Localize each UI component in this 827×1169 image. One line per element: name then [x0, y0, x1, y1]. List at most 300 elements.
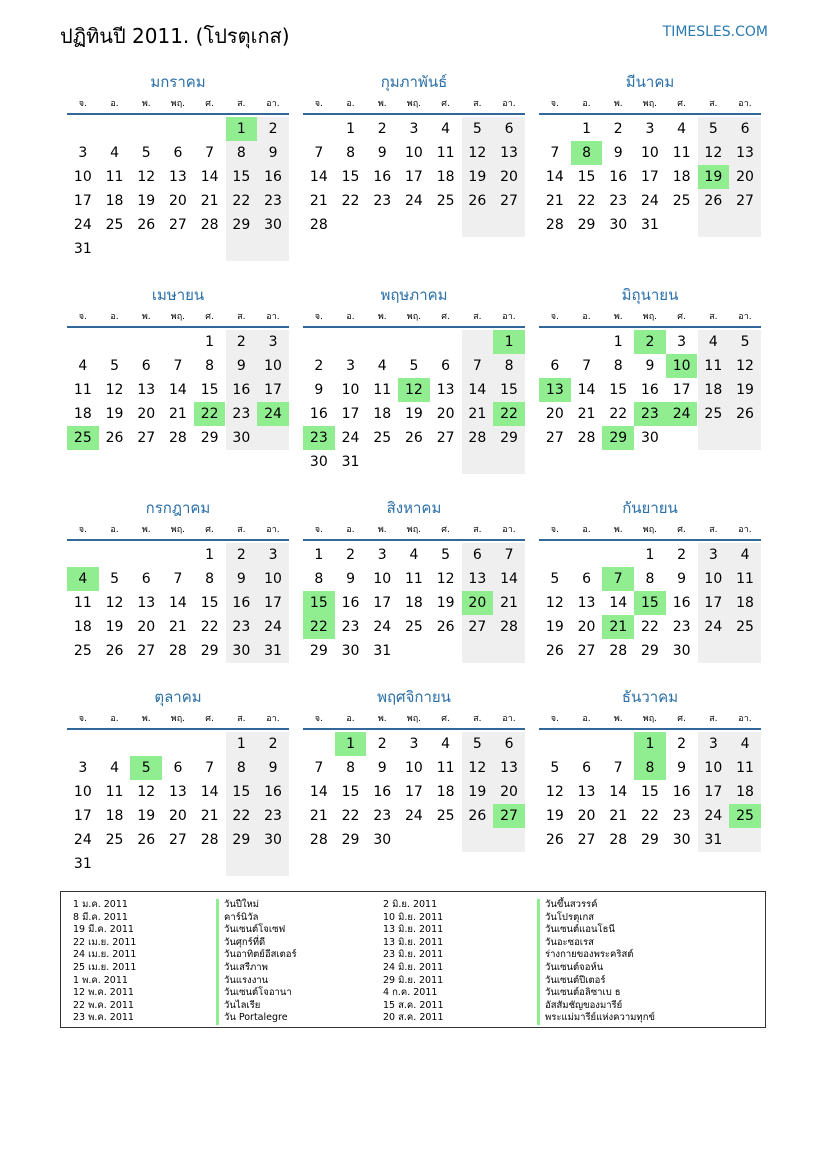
weekday-label: ส. — [473, 714, 482, 724]
day-cell: 18 — [736, 595, 754, 611]
day-cell: 12 — [105, 595, 124, 611]
holiday-day-cell: 8 — [571, 141, 603, 165]
day-cell: 1 — [205, 547, 215, 563]
weekday-label: อา. — [266, 525, 280, 535]
weekday-label: ศ. — [441, 525, 450, 535]
day-cell: 16 — [672, 595, 691, 611]
day-cell: 4 — [740, 547, 750, 563]
day-cell: 7 — [205, 760, 215, 776]
day-cell: 11 — [436, 760, 455, 776]
day-cell: 3 — [409, 736, 419, 752]
weekday-label: พฤ. — [406, 714, 422, 724]
day-cell: 27 — [736, 193, 754, 209]
day-cell: 19 — [436, 595, 455, 611]
day-cell: 11 — [672, 145, 691, 161]
day-cell: 1 — [582, 121, 591, 137]
weekday-label: พ. — [613, 714, 623, 724]
month-name: พฤศจิกายน — [377, 688, 451, 706]
day-cell: 27 — [137, 430, 156, 446]
day-cell: 8 — [236, 760, 246, 776]
day-cell: 3 — [377, 547, 387, 563]
day-cell: 30 — [341, 643, 360, 659]
day-cell: 6 — [504, 736, 514, 752]
holiday-date: 22 เม.ย. 2011 — [73, 936, 137, 948]
month-block — [303, 686, 525, 874]
day-cell: 16 — [672, 784, 691, 800]
day-cell: 2 — [677, 736, 687, 752]
day-cell: 23 — [341, 619, 360, 635]
day-cell: 7 — [314, 145, 324, 161]
day-cell: 9 — [677, 760, 687, 776]
day-cell: 20 — [500, 169, 518, 185]
day-cell: 8 — [613, 358, 623, 374]
weekday-header — [539, 93, 761, 115]
weekend-shade — [462, 450, 494, 474]
day-cell: 25 — [405, 619, 423, 635]
day-cell: 24 — [341, 430, 360, 446]
holiday-date: 25 เม.ย. 2011 — [73, 961, 137, 973]
holiday-name: วันเซนต์จอห์น — [537, 962, 655, 975]
day-cell: 24 — [405, 193, 423, 209]
holiday-name: วันแรงงาน — [216, 975, 297, 988]
day-cell: 10 — [341, 382, 360, 398]
weekday-label: พ. — [141, 99, 151, 109]
day-cell: 21 — [609, 808, 628, 824]
day-cell: 4 — [441, 121, 451, 137]
day-cell: 30 — [309, 454, 328, 470]
day-cell: 15 — [200, 595, 219, 611]
weekday-label: พ. — [613, 525, 623, 535]
day-cell: 2 — [677, 547, 687, 563]
weekday-label: ส. — [473, 312, 482, 322]
day-cell: 17 — [341, 406, 360, 422]
day-cell: 12 — [545, 595, 564, 611]
weekday-label: จ. — [78, 99, 87, 109]
holiday-name: วันอะซอเรส — [537, 937, 655, 950]
holiday-names-col-1 — [216, 899, 297, 1025]
day-cell: 13 — [137, 595, 156, 611]
weekday-label: จ. — [550, 312, 559, 322]
day-cell: 13 — [169, 169, 187, 185]
holiday-day-cell: 20 — [462, 591, 494, 615]
day-cell: 23 — [264, 808, 282, 824]
weekday-header — [303, 519, 525, 541]
month-block — [303, 284, 525, 472]
day-cell: 21 — [200, 808, 219, 824]
weekday-header — [67, 708, 289, 730]
day-cell: 21 — [468, 406, 487, 422]
day-cell: 25 — [105, 217, 124, 233]
day-cell: 17 — [704, 784, 723, 800]
day-cell: 16 — [373, 169, 392, 185]
day-cell: 19 — [405, 406, 423, 422]
holiday-name: วันเซนต์แอนโธนี — [537, 924, 655, 937]
day-cell: 2 — [236, 334, 246, 350]
day-cell: 6 — [550, 358, 560, 374]
day-cell: 14 — [200, 169, 219, 185]
day-cell: 6 — [740, 121, 750, 137]
day-cell: 6 — [472, 547, 482, 563]
weekday-label: ศ. — [205, 312, 214, 322]
day-cell: 5 — [409, 358, 419, 374]
weekday-label: พ. — [377, 525, 387, 535]
day-cell: 31 — [341, 454, 360, 470]
month-block — [539, 284, 761, 472]
weekday-label: อา. — [738, 714, 752, 724]
day-cell: 19 — [105, 619, 124, 635]
weekday-label: พ. — [613, 312, 623, 322]
day-cell: 14 — [468, 382, 487, 398]
holiday-date: 23 มิ.ย. 2011 — [383, 949, 444, 961]
day-cell: 30 — [264, 217, 282, 233]
weekday-label: พ. — [141, 525, 151, 535]
weekend-shade — [729, 426, 761, 450]
day-cell: 25 — [436, 193, 455, 209]
day-cell: 2 — [377, 121, 387, 137]
day-cell: 24 — [641, 193, 659, 209]
holiday-date: 12 พ.ค. 2011 — [73, 987, 134, 999]
day-cell: 12 — [736, 358, 754, 374]
day-cell: 20 — [736, 169, 754, 185]
day-cell: 11 — [73, 382, 92, 398]
weekday-label: ส. — [237, 525, 246, 535]
weekday-label: ส. — [237, 312, 246, 322]
holiday-date: 23 พ.ค. 2011 — [73, 1012, 134, 1024]
day-cell: 12 — [468, 760, 487, 776]
day-cell: 14 — [169, 595, 187, 611]
holiday-day-cell: 27 — [493, 804, 525, 828]
day-cell: 4 — [110, 760, 119, 776]
month-block — [67, 497, 289, 685]
holiday-name: อัสสัมชัญของมารีย์ — [537, 1000, 655, 1013]
day-cell: 16 — [341, 595, 360, 611]
weekday-label: ศ. — [677, 99, 686, 109]
month-name: สิงหาคม — [386, 499, 442, 517]
day-cell: 6 — [141, 571, 151, 587]
day-cell: 8 — [314, 571, 324, 587]
holiday-name: พระแม่มารีย์แห่งความทุกข์ — [537, 1012, 655, 1025]
day-cell: 15 — [341, 169, 360, 185]
holiday-day-cell: 1 — [493, 330, 525, 354]
day-cell: 6 — [504, 121, 514, 137]
day-cell: 5 — [472, 121, 482, 137]
day-cell: 23 — [373, 193, 392, 209]
day-cell: 16 — [264, 169, 282, 185]
day-cell: 8 — [346, 145, 355, 161]
day-cell: 23 — [672, 619, 691, 635]
day-cell: 16 — [641, 382, 659, 398]
day-cell: 17 — [405, 169, 423, 185]
day-cell: 21 — [169, 619, 187, 635]
day-cell: 23 — [672, 808, 691, 824]
day-cell: 2 — [314, 358, 324, 374]
day-cell: 2 — [377, 736, 387, 752]
day-cell: 9 — [346, 571, 355, 587]
weekday-label: อา. — [502, 525, 516, 535]
day-cell: 5 — [708, 121, 718, 137]
holiday-name: ร่างกายของพระคริสต์ — [537, 949, 655, 962]
weekday-label: พฤ. — [170, 312, 186, 322]
weekday-label: จ. — [314, 99, 323, 109]
holiday-name: วันเซนต์โจอานา — [216, 987, 297, 1000]
holiday-date: 15 ส.ค. 2011 — [383, 999, 444, 1011]
day-cell: 9 — [613, 145, 623, 161]
day-cell: 18 — [73, 619, 92, 635]
holiday-day-cell: 12 — [398, 378, 430, 402]
day-cell: 19 — [137, 808, 156, 824]
holiday-date: 22 พ.ค. 2011 — [73, 999, 134, 1011]
day-cell: 8 — [504, 358, 514, 374]
day-cell: 23 — [373, 808, 392, 824]
weekday-header — [539, 708, 761, 730]
weekday-label: ศ. — [677, 714, 686, 724]
day-cell: 20 — [137, 619, 156, 635]
weekday-label: อา. — [266, 312, 280, 322]
day-cell: 25 — [73, 643, 92, 659]
day-cell: 24 — [704, 619, 723, 635]
weekday-label: พฤ. — [642, 525, 658, 535]
day-cell: 21 — [200, 193, 219, 209]
day-cell: 20 — [169, 808, 187, 824]
holiday-dates-col-2 — [383, 899, 444, 1025]
weekday-header — [67, 306, 289, 328]
day-cell: 30 — [373, 832, 392, 848]
day-cell: 14 — [609, 784, 628, 800]
holiday-day-cell: 5 — [130, 756, 162, 780]
weekday-label: พฤ. — [170, 525, 186, 535]
day-cell: 12 — [545, 784, 564, 800]
month-block — [303, 71, 525, 259]
day-cell: 8 — [236, 145, 246, 161]
day-cell: 20 — [436, 406, 455, 422]
day-cell: 5 — [472, 736, 482, 752]
holiday-name: วันโปรตุเกส — [537, 912, 655, 925]
day-cell: 17 — [704, 595, 723, 611]
day-cell: 18 — [105, 808, 124, 824]
day-cell: 25 — [105, 832, 124, 848]
day-cell: 24 — [405, 808, 423, 824]
weekend-shade — [493, 828, 525, 852]
day-cell: 10 — [373, 571, 392, 587]
day-grid — [303, 730, 525, 874]
holiday-name: วันไลเรีย — [216, 1000, 297, 1013]
day-cell: 5 — [441, 547, 451, 563]
day-cell: 3 — [78, 145, 88, 161]
holiday-names-col-2 — [537, 899, 655, 1025]
day-cell: 7 — [173, 571, 183, 587]
day-cell: 20 — [500, 784, 518, 800]
day-cell: 5 — [141, 145, 151, 161]
day-cell: 24 — [73, 217, 92, 233]
holiday-dates-col-1 — [73, 899, 136, 1025]
holiday-day-cell: 24 — [257, 402, 289, 426]
holiday-day-cell: 1 — [634, 732, 666, 756]
day-cell: 7 — [173, 358, 183, 374]
holiday-day-cell: 23 — [634, 402, 666, 426]
day-cell: 19 — [468, 169, 487, 185]
day-cell: 7 — [550, 145, 560, 161]
day-cell: 1 — [613, 334, 623, 350]
weekday-label: อา. — [738, 312, 752, 322]
day-cell: 23 — [264, 193, 282, 209]
weekday-label: ส. — [473, 525, 482, 535]
day-cell: 12 — [137, 169, 156, 185]
day-cell: 27 — [169, 832, 187, 848]
day-cell: 11 — [736, 571, 754, 587]
day-cell: 9 — [236, 571, 246, 587]
day-cell: 13 — [436, 382, 455, 398]
day-cell: 26 — [545, 832, 564, 848]
brand-link[interactable]: TIMESLES.COM — [662, 24, 768, 40]
day-cell: 17 — [641, 169, 659, 185]
holiday-date: 1 พ.ค. 2011 — [73, 974, 128, 986]
day-cell: 17 — [672, 382, 691, 398]
day-cell: 25 — [736, 619, 754, 635]
day-cell: 4 — [441, 736, 451, 752]
day-cell: 2 — [236, 547, 246, 563]
day-cell: 13 — [468, 571, 487, 587]
day-cell: 11 — [405, 571, 423, 587]
day-cell: 3 — [708, 736, 718, 752]
day-cell: 31 — [641, 217, 659, 233]
weekend-shade — [257, 852, 289, 876]
weekday-label: จ. — [78, 525, 87, 535]
day-cell: 3 — [677, 334, 687, 350]
day-cell: 20 — [545, 406, 564, 422]
month-block — [67, 686, 289, 874]
month-block — [539, 497, 761, 685]
holiday-name: วันอาทิตย์อีสเตอร์ — [216, 949, 297, 962]
day-cell: 15 — [200, 382, 219, 398]
holiday-day-cell: 1 — [335, 732, 367, 756]
day-cell: 11 — [736, 760, 754, 776]
day-cell: 15 — [232, 784, 251, 800]
weekend-shade — [257, 237, 289, 261]
month-block — [67, 284, 289, 472]
day-cell: 6 — [141, 358, 151, 374]
day-cell: 28 — [169, 430, 187, 446]
day-cell: 19 — [105, 406, 124, 422]
day-cell: 6 — [173, 145, 183, 161]
holiday-date: 10 มิ.ย. 2011 — [383, 911, 444, 923]
weekday-label: พ. — [613, 99, 623, 109]
weekend-shade — [493, 639, 525, 663]
month-name: ตุลาคม — [154, 688, 202, 706]
day-cell: 25 — [373, 430, 392, 446]
day-cell: 5 — [550, 571, 560, 587]
day-cell: 26 — [105, 430, 124, 446]
weekday-label: อ. — [346, 714, 355, 724]
day-cell: 21 — [545, 193, 564, 209]
day-cell: 9 — [314, 382, 324, 398]
day-cell: 16 — [373, 784, 392, 800]
day-cell: 7 — [472, 358, 482, 374]
month-block — [539, 71, 761, 259]
holiday-name: วันศุกร์ที่ดี — [216, 937, 297, 950]
day-cell: 30 — [672, 832, 691, 848]
day-cell: 17 — [264, 595, 282, 611]
day-cell: 4 — [740, 736, 750, 752]
day-cell: 16 — [232, 595, 251, 611]
day-cell: 14 — [609, 595, 628, 611]
weekend-shade — [729, 213, 761, 237]
day-cell: 1 — [346, 121, 355, 137]
weekday-header — [303, 708, 525, 730]
day-grid — [303, 115, 525, 259]
day-grid — [67, 328, 289, 472]
day-cell: 15 — [500, 382, 518, 398]
day-grid — [67, 730, 289, 874]
weekday-label: พฤ. — [642, 714, 658, 724]
day-cell: 26 — [137, 217, 156, 233]
day-cell: 3 — [708, 547, 718, 563]
holiday-name: วันเสรีภาพ — [216, 962, 297, 975]
day-cell: 3 — [268, 334, 278, 350]
day-cell: 15 — [341, 784, 360, 800]
day-cell: 9 — [377, 145, 387, 161]
day-cell: 28 — [200, 832, 219, 848]
weekday-header — [303, 306, 525, 328]
day-cell: 14 — [309, 169, 328, 185]
day-cell: 28 — [500, 619, 518, 635]
holiday-name: วันปีใหม่ — [216, 899, 297, 912]
weekday-label: ส. — [237, 99, 246, 109]
day-grid — [539, 115, 761, 259]
day-cell: 10 — [73, 169, 92, 185]
month-name: พฤษภาคม — [380, 286, 448, 304]
day-cell: 13 — [577, 784, 596, 800]
weekday-header — [67, 519, 289, 541]
weekday-label: อา. — [266, 99, 280, 109]
day-cell: 10 — [405, 760, 423, 776]
holiday-date: 20 ส.ค. 2011 — [383, 1012, 444, 1024]
day-cell: 5 — [110, 358, 119, 374]
weekday-label: อา. — [738, 99, 752, 109]
day-cell: 18 — [736, 784, 754, 800]
day-cell: 27 — [545, 430, 564, 446]
weekend-shade — [698, 426, 730, 450]
holiday-date: 4 ก.ค. 2011 — [383, 987, 438, 999]
day-cell: 18 — [373, 406, 392, 422]
holiday-date: 29 มิ.ย. 2011 — [383, 974, 444, 986]
day-cell: 22 — [341, 193, 360, 209]
day-cell: 4 — [110, 145, 119, 161]
day-cell: 9 — [377, 760, 387, 776]
holiday-day-cell: 29 — [602, 426, 634, 450]
month-name: มิถุนายน — [621, 286, 679, 304]
day-cell: 17 — [405, 784, 423, 800]
day-cell: 26 — [105, 643, 124, 659]
weekend-shade — [493, 450, 525, 474]
holiday-day-cell: 13 — [539, 378, 571, 402]
weekday-label: อ. — [346, 99, 355, 109]
month-block — [539, 686, 761, 874]
weekday-label: อ. — [110, 525, 119, 535]
day-cell: 29 — [577, 217, 596, 233]
day-cell: 27 — [577, 643, 596, 659]
day-cell: 1 — [314, 547, 324, 563]
day-cell: 19 — [468, 784, 487, 800]
month-block — [67, 71, 289, 259]
day-cell: 16 — [309, 406, 328, 422]
day-grid — [67, 115, 289, 259]
weekday-label: ศ. — [205, 525, 214, 535]
holiday-day-cell: 2 — [634, 330, 666, 354]
weekday-label: อ. — [582, 312, 591, 322]
day-cell: 20 — [577, 619, 596, 635]
day-cell: 9 — [236, 358, 246, 374]
holiday-name: วันเซนต์ปีเตอร์ — [537, 975, 655, 988]
